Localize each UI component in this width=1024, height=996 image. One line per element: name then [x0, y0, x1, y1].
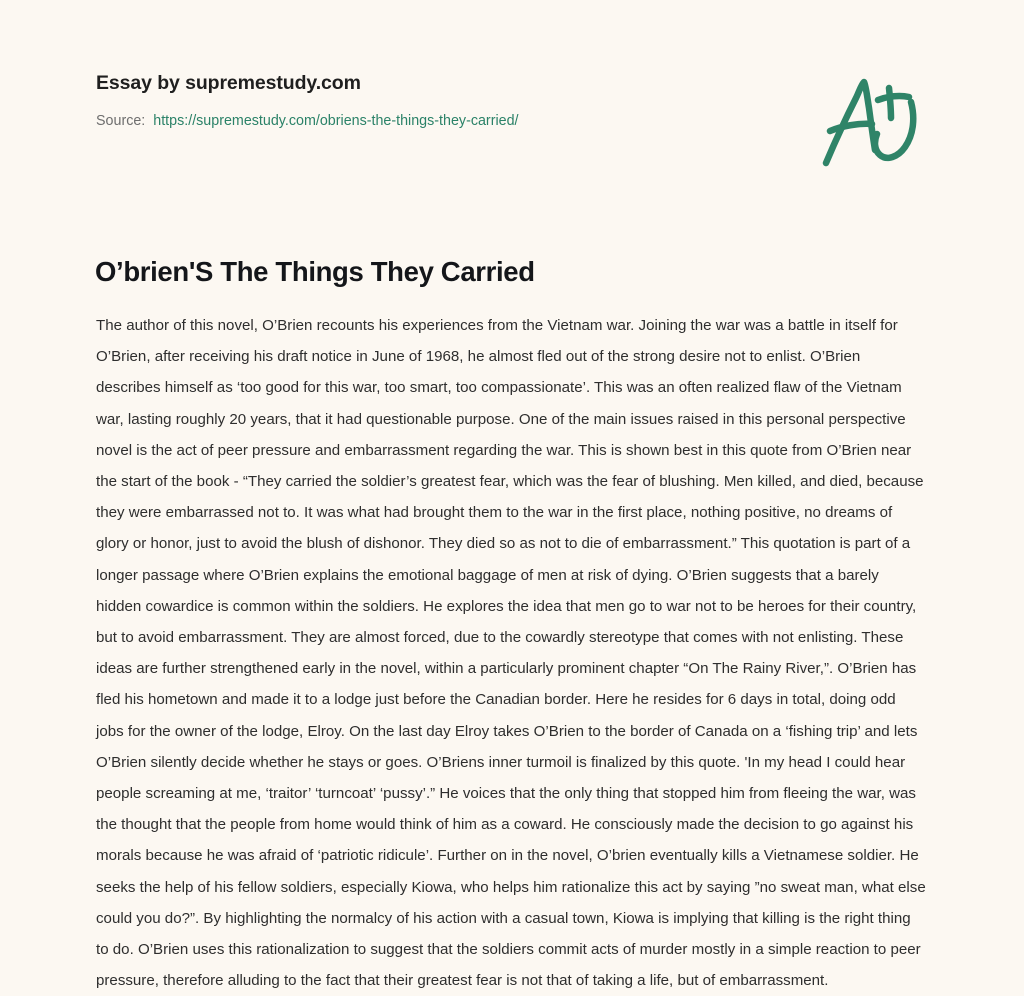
- brand-title: Essay by supremestudy.com: [96, 72, 361, 94]
- a-plus-logo: [818, 68, 928, 173]
- essay-body: [96, 310, 927, 996]
- page-title: O’brien'S The Things They Carried: [95, 256, 535, 287]
- source-line: [96, 111, 796, 131]
- essay-paragraph: The author of this novel, O’Brien recounts his experiences from the Vietnam war. Joining the war was a battle in itself for O’Brien, after receiving his draft notice in June of 1968, he almost fled out of the strong desire not to enlist. O’Brien describes himself as ‘too good for this war, too smart, too compassionate’. This was an often realized flaw of the Vietnam war, lasting roughly 20 years, that it had questionable purpose. One of the main issues raised in this personal perspective novel is the act of peer pressure and embarrassment regarding the war. This is shown best in this quote from O’Brien near the start of the book - “They carried the soldier’s greatest fear, which was the fear of blushing. Men killed, and died, because they were embarrassed not to. It was what had brought them to the war in the first place, nothing positive, no dreams of glory or honor, just to avoid the blush of dishonor. They died so as not to die of embarrassment.” This quotation is part of a longer passage where O’Brien explains the emotional baggage of men at risk of dying. O’Brien suggests that a barely hidden cowardice is common within the soldiers. He explores the idea that men go to war not to be heroes for their country, but to avoid embarrassment. They are almost forced, due to the cowardly stereotype that comes with not enlisting. These ideas are further strengthened early in the novel, within a particularly prominent chapter “On The Rainy River,”. O’Brien has fled his hometown and made it to a lodge just before the Canadian border. Here he resides for 6 days in total, doing odd jobs for the owner of the lodge, Elroy. On the last day Elroy takes O’Brien to the border of Canada on a ‘fishing trip’ and lets O’Brien silently decide whether he stays or goes. O’Briens inner turmoil is finalized by this quote. 'In my head I could hear people screaming at me, ‘traitor’ ‘turncoat’ ‘pussy’.” He voices that the only thing that stopped him from fleeing the war, was the thought that the people from home would think of him as a coward. He consciously made the decision to go against his morals because he was afraid of ‘patriotic ridicule’. Further on in the novel, O’brien eventually kills a Vietnamese soldier. He seeks the help of his fellow soldiers, especially Kiowa, who helps him rationalize this act by saying ”no sweat man, what else could you do?”. By highlighting the normalcy of his action with a casual town, Kiowa is implying that killing is the right thing to do. O’Brien uses this rationalization to suggest that the soldiers commit acts of murder mostly in a simple reaction to peer pressure, therefore alluding to the fact that their greatest fear is not that of taking a life, but of embarrassment.: [96, 317, 926, 990]
- source-url-link[interactable]: https://supremestudy.com/obriens-the-things-they-carried/: [153, 113, 519, 129]
- source-label: Source:: [96, 113, 146, 129]
- page-header: [96, 70, 796, 131]
